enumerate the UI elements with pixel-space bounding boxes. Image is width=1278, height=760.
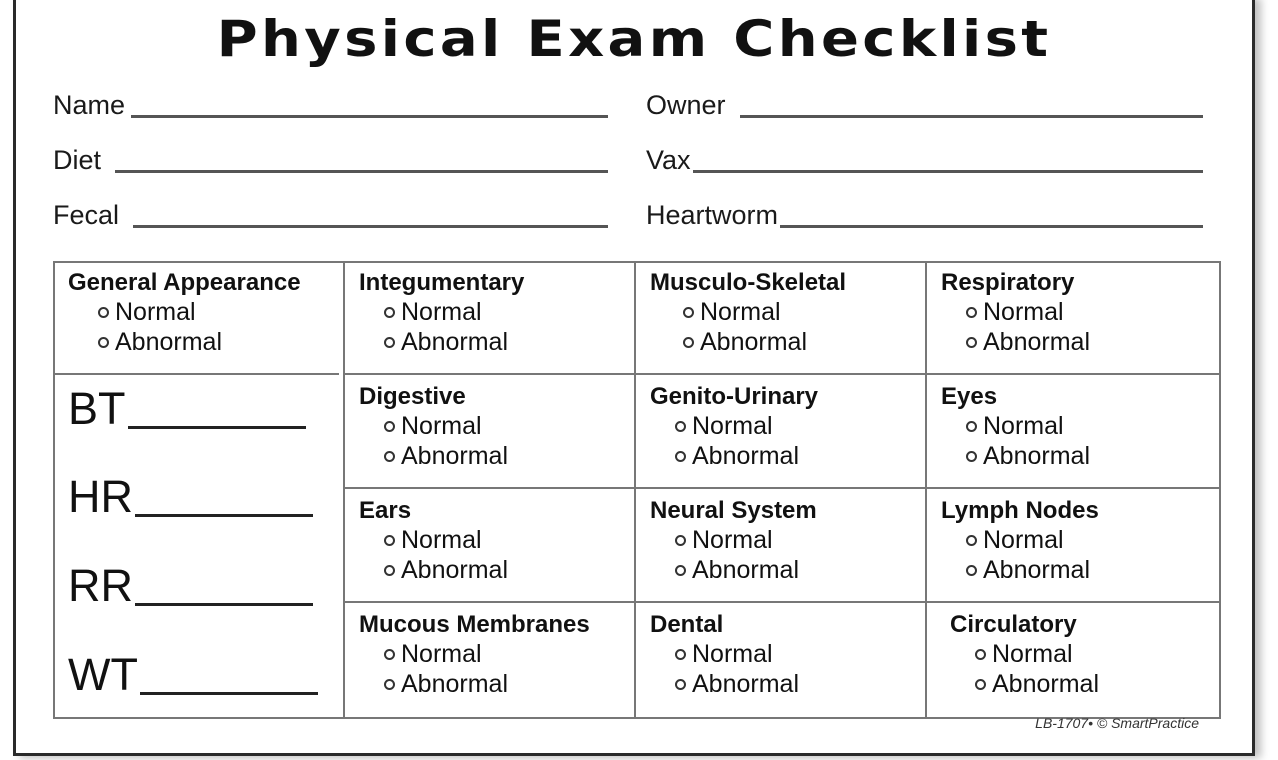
field-label: Vax [646, 145, 691, 175]
grid-divider [634, 263, 636, 717]
radio-circle-icon[interactable] [675, 649, 686, 660]
heartworm-field[interactable] [646, 196, 1203, 230]
radio-circle-icon[interactable] [98, 337, 109, 348]
radio-circle-icon[interactable] [966, 307, 977, 318]
option-label: Normal [692, 526, 773, 554]
abnormal-option[interactable] [68, 327, 301, 357]
option-label: Abnormal [692, 670, 799, 698]
heartworm-input-line[interactable] [780, 225, 1203, 228]
abnormal-option[interactable] [650, 441, 818, 471]
exam-checklist-card [13, 0, 1255, 756]
wt-input-line[interactable] [140, 692, 318, 695]
diet-field[interactable] [53, 141, 608, 175]
section-heading: Mucous Membranes [359, 611, 590, 638]
abnormal-option[interactable] [941, 555, 1099, 585]
vital-hr[interactable] [68, 471, 313, 523]
abnormal-option[interactable] [941, 441, 1090, 471]
grid-divider [55, 373, 339, 375]
radio-circle-icon[interactable] [966, 451, 977, 462]
normal-option[interactable] [68, 297, 301, 327]
vital-label: WT [68, 649, 138, 700]
field-label: Name [53, 90, 126, 120]
vital-label: RR [68, 560, 133, 611]
abnormal-option[interactable] [650, 555, 817, 585]
option-label: Normal [983, 526, 1064, 554]
bt-input-line[interactable] [128, 426, 306, 429]
abnormal-option[interactable] [359, 327, 524, 357]
field-label: Diet [53, 145, 102, 175]
option-label: Normal [992, 640, 1073, 668]
section-heading: Digestive [359, 383, 466, 410]
normal-option[interactable] [650, 639, 799, 669]
option-label: Abnormal [983, 556, 1090, 584]
normal-option[interactable] [650, 297, 846, 327]
cell-musculo-skeletal [650, 269, 846, 357]
radio-circle-icon[interactable] [966, 337, 977, 348]
vital-label: BT [68, 383, 126, 434]
radio-circle-icon[interactable] [675, 451, 686, 462]
option-label: Abnormal [983, 442, 1090, 470]
cell-respiratory [941, 269, 1090, 357]
normal-option[interactable] [950, 639, 1099, 669]
copyright-footer: LB-1707• © SmartPractice [1035, 715, 1199, 731]
option-label: Abnormal [983, 328, 1090, 356]
abnormal-option[interactable] [359, 441, 508, 471]
radio-circle-icon[interactable] [966, 535, 977, 546]
section-heading: Lymph Nodes [941, 497, 1099, 524]
normal-option[interactable] [359, 297, 524, 327]
field-label: Owner [646, 90, 726, 120]
normal-option[interactable] [359, 639, 590, 669]
field-label: Heartworm [646, 200, 779, 230]
field-label: Fecal [53, 200, 120, 230]
radio-circle-icon[interactable] [384, 337, 395, 348]
radio-circle-icon[interactable] [98, 307, 109, 318]
option-label: Normal [983, 298, 1064, 326]
normal-option[interactable] [359, 525, 508, 555]
option-label: Normal [401, 298, 482, 326]
cell-integumentary [359, 269, 524, 357]
grid-divider [345, 601, 1219, 603]
option-label: Abnormal [401, 328, 508, 356]
rr-input-line[interactable] [135, 603, 313, 606]
radio-circle-icon[interactable] [966, 421, 977, 432]
option-label: Abnormal [401, 442, 508, 470]
section-heading: Integumentary [359, 269, 525, 296]
section-heading: Circulatory [950, 611, 1077, 638]
abnormal-option[interactable] [650, 327, 846, 357]
option-label: Normal [115, 298, 196, 326]
owner-input-line[interactable] [740, 115, 1203, 118]
radio-circle-icon[interactable] [975, 679, 986, 690]
normal-option[interactable] [941, 297, 1090, 327]
option-label: Abnormal [692, 556, 799, 584]
cell-mucous-membranes [359, 611, 590, 699]
grid-divider [345, 373, 1219, 375]
radio-circle-icon[interactable] [966, 565, 977, 576]
radio-circle-icon[interactable] [384, 649, 395, 660]
cell-digestive [359, 383, 508, 471]
radio-circle-icon[interactable] [675, 421, 686, 432]
radio-circle-icon[interactable] [683, 337, 694, 348]
fecal-input-line[interactable] [133, 225, 608, 228]
section-heading: Respiratory [941, 269, 1075, 296]
cell-neural-system [650, 497, 817, 585]
vital-label: HR [68, 471, 133, 522]
radio-circle-icon[interactable] [384, 307, 395, 318]
cell-circulatory [950, 611, 1099, 699]
page-title: Physical Exam Checklist [216, 10, 1052, 68]
radio-circle-icon[interactable] [384, 565, 395, 576]
section-heading: Dental [650, 611, 724, 638]
fecal-field[interactable] [53, 196, 608, 230]
normal-option[interactable] [941, 411, 1090, 441]
exam-grid [53, 261, 1221, 719]
grid-divider [925, 263, 927, 717]
cell-ears [359, 497, 508, 585]
section-heading: Neural System [650, 497, 817, 524]
option-label: Normal [401, 412, 482, 440]
section-heading: Musculo-Skeletal [650, 269, 847, 296]
option-label: Abnormal [401, 556, 508, 584]
option-label: Abnormal [115, 328, 222, 356]
diet-input-line[interactable] [115, 170, 608, 173]
section-heading: Ears [359, 497, 412, 524]
option-label: Normal [692, 412, 773, 440]
section-heading: Genito-Urinary [650, 383, 819, 410]
option-label: Normal [700, 298, 781, 326]
option-label: Normal [401, 640, 482, 668]
cell-eyes [941, 383, 1090, 471]
section-heading: General Appearance [68, 269, 301, 296]
option-label: Abnormal [692, 442, 799, 470]
vital-wt[interactable] [68, 649, 318, 701]
normal-option[interactable] [650, 525, 817, 555]
vital-rr[interactable] [68, 560, 313, 612]
radio-circle-icon[interactable] [384, 421, 395, 432]
radio-circle-icon[interactable] [675, 679, 686, 690]
option-label: Normal [401, 526, 482, 554]
radio-circle-icon[interactable] [975, 649, 986, 660]
normal-option[interactable] [650, 411, 818, 441]
option-label: Normal [983, 412, 1064, 440]
name-input-line[interactable] [131, 115, 608, 118]
hr-input-line[interactable] [135, 514, 313, 517]
grid-divider [343, 263, 345, 717]
vax-input-line[interactable] [693, 170, 1203, 173]
normal-option[interactable] [941, 525, 1099, 555]
abnormal-option[interactable] [950, 669, 1099, 699]
radio-circle-icon[interactable] [384, 451, 395, 462]
vital-bt[interactable] [68, 383, 306, 435]
cell-dental [650, 611, 799, 699]
cell-lymph-nodes [941, 497, 1099, 585]
radio-circle-icon[interactable] [675, 535, 686, 546]
abnormal-option[interactable] [359, 669, 590, 699]
abnormal-option[interactable] [941, 327, 1090, 357]
option-label: Normal [692, 640, 773, 668]
option-label: Abnormal [992, 670, 1099, 698]
owner-field[interactable] [646, 86, 1203, 120]
normal-option[interactable] [359, 411, 508, 441]
abnormal-option[interactable] [359, 555, 508, 585]
abnormal-option[interactable] [650, 669, 799, 699]
radio-circle-icon[interactable] [384, 535, 395, 546]
grid-divider [345, 487, 1219, 489]
radio-circle-icon[interactable] [384, 679, 395, 690]
option-label: Abnormal [401, 670, 508, 698]
cell-general-appearance [68, 269, 301, 357]
vax-field[interactable] [646, 141, 1203, 175]
cell-genito-urinary [650, 383, 818, 471]
name-field[interactable] [53, 86, 608, 120]
section-heading: Eyes [941, 383, 998, 410]
radio-circle-icon[interactable] [675, 565, 686, 576]
option-label: Abnormal [700, 328, 807, 356]
radio-circle-icon[interactable] [683, 307, 694, 318]
